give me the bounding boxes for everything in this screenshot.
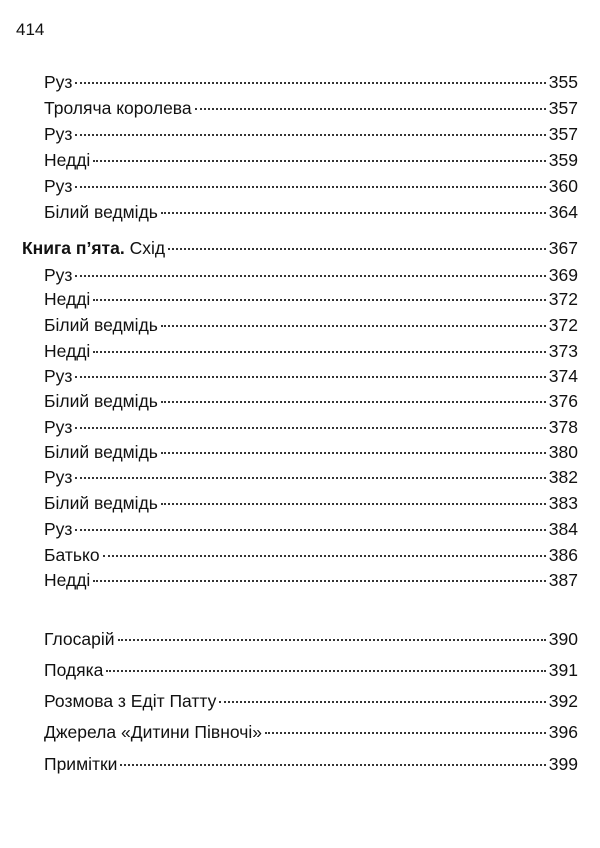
toc-entry-page: 357	[548, 98, 578, 118]
leader-dots	[75, 477, 545, 479]
toc-entry-page: 357	[548, 124, 578, 144]
leader-dots	[161, 401, 546, 403]
toc-entry	[22, 491, 578, 515]
toc-entry-title: Батько	[44, 545, 100, 565]
toc-entry	[22, 389, 578, 413]
leader-dots	[219, 701, 545, 703]
toc-entry-page: 396	[548, 722, 578, 742]
leader-dots	[93, 299, 546, 301]
toc-entry	[22, 174, 578, 198]
toc-entry-title: Білий ведмідь	[44, 202, 158, 222]
toc-entry	[22, 627, 578, 651]
toc-entry-title: Троляча королева	[44, 98, 192, 118]
toc-entry-title: Недді	[44, 341, 91, 361]
toc-entry	[22, 200, 578, 224]
toc-entry-title: Глосарій	[44, 629, 115, 649]
leader-dots	[161, 212, 546, 214]
toc-entry	[22, 96, 578, 120]
leader-dots	[75, 275, 545, 277]
leader-dots	[265, 732, 546, 734]
toc-entry-title: Примітки	[44, 754, 118, 774]
leader-dots	[161, 452, 546, 454]
toc-entry-title: Руз	[44, 519, 73, 539]
toc-entry-title: Недді	[44, 570, 91, 590]
leader-dots	[75, 529, 545, 531]
toc-entry-title: Руз	[44, 417, 73, 437]
toc-entry	[22, 339, 578, 363]
toc-entry-page: 387	[548, 570, 578, 590]
toc-entry-page: 359	[548, 150, 578, 170]
toc-book-heading	[22, 236, 578, 260]
toc-entry-page: 384	[548, 519, 578, 539]
leader-dots	[118, 639, 546, 641]
leader-dots	[75, 427, 545, 429]
toc-entry	[22, 440, 578, 464]
leader-dots	[75, 134, 545, 136]
leader-dots	[93, 351, 546, 353]
toc-entry-page: 364	[548, 202, 578, 222]
toc-entry-title: Білий ведмідь	[44, 391, 158, 411]
toc-entry-page: 390	[548, 629, 578, 649]
toc-entry	[22, 658, 578, 682]
toc-entry-page: 382	[548, 467, 578, 487]
leader-dots	[195, 108, 546, 110]
toc-entry-page: 360	[548, 176, 578, 196]
toc-entry	[22, 122, 578, 146]
toc-entry-title: Руз	[44, 366, 73, 386]
toc-entry-page: 369	[548, 265, 578, 285]
toc-entry-title: Джерела «Дитини Півночі»	[44, 722, 262, 742]
toc-entry-title: Недді	[44, 289, 91, 309]
leader-dots	[161, 325, 546, 327]
toc-entry	[22, 543, 578, 567]
leader-dots	[75, 82, 545, 84]
toc-entry	[22, 752, 578, 776]
toc-entry-title: Руз	[44, 265, 73, 285]
toc-entry-page: 355	[548, 72, 578, 92]
leader-dots	[75, 186, 545, 188]
book-heading-label: Книга п’ята.	[22, 238, 125, 258]
leader-dots	[93, 580, 546, 582]
toc-entry-title: Руз	[44, 72, 73, 92]
toc-entry	[22, 70, 578, 94]
toc-entry-page: 383	[548, 493, 578, 513]
leader-dots	[75, 376, 545, 378]
toc-entry-page: 378	[548, 417, 578, 437]
toc-entry	[22, 517, 578, 541]
toc-entry	[22, 364, 578, 388]
toc-entry-page: 376	[548, 391, 578, 411]
page-number: 414	[16, 20, 45, 39]
leader-dots	[168, 248, 546, 250]
toc-entry	[22, 465, 578, 489]
leader-dots	[120, 764, 545, 766]
leader-dots	[103, 555, 546, 557]
toc-entry-page: 374	[548, 366, 578, 386]
toc-entry-page: 372	[548, 315, 578, 335]
toc-entry-page: 373	[548, 341, 578, 361]
leader-dots	[161, 503, 546, 505]
toc-entry-title: Розмова з Едіт Патту	[44, 691, 217, 711]
toc-entry-title: Білий ведмідь	[44, 493, 158, 513]
toc-entry-page: 391	[548, 660, 578, 680]
toc-entry-page: 386	[548, 545, 578, 565]
toc-entry	[22, 313, 578, 337]
toc-entry-title: Білий ведмідь	[44, 315, 158, 335]
toc-entry-title: Руз	[44, 124, 73, 144]
toc-entry	[22, 568, 578, 592]
toc-entry-title: Руз	[44, 467, 73, 487]
toc-entry-title: Руз	[44, 176, 73, 196]
toc-entry	[22, 148, 578, 172]
toc-entry	[22, 689, 578, 713]
toc-entry-page: 380	[548, 442, 578, 462]
toc-entry	[22, 415, 578, 439]
toc-entry-title: Подяка	[44, 660, 104, 680]
toc-entry-title: Недді	[44, 150, 91, 170]
toc-entry-title: Білий ведмідь	[44, 442, 158, 462]
toc-entry-page: 392	[548, 691, 578, 711]
book-heading-subtitle: Схід	[129, 238, 166, 258]
leader-dots	[93, 160, 546, 162]
leader-dots	[106, 670, 545, 672]
table-of-contents	[22, 0, 578, 848]
toc-entry	[22, 720, 578, 744]
toc-entry-page: 367	[548, 238, 578, 258]
toc-entry	[22, 287, 578, 311]
toc-entry-page: 399	[548, 754, 578, 774]
toc-entry	[22, 263, 578, 287]
toc-entry-page: 372	[548, 289, 578, 309]
